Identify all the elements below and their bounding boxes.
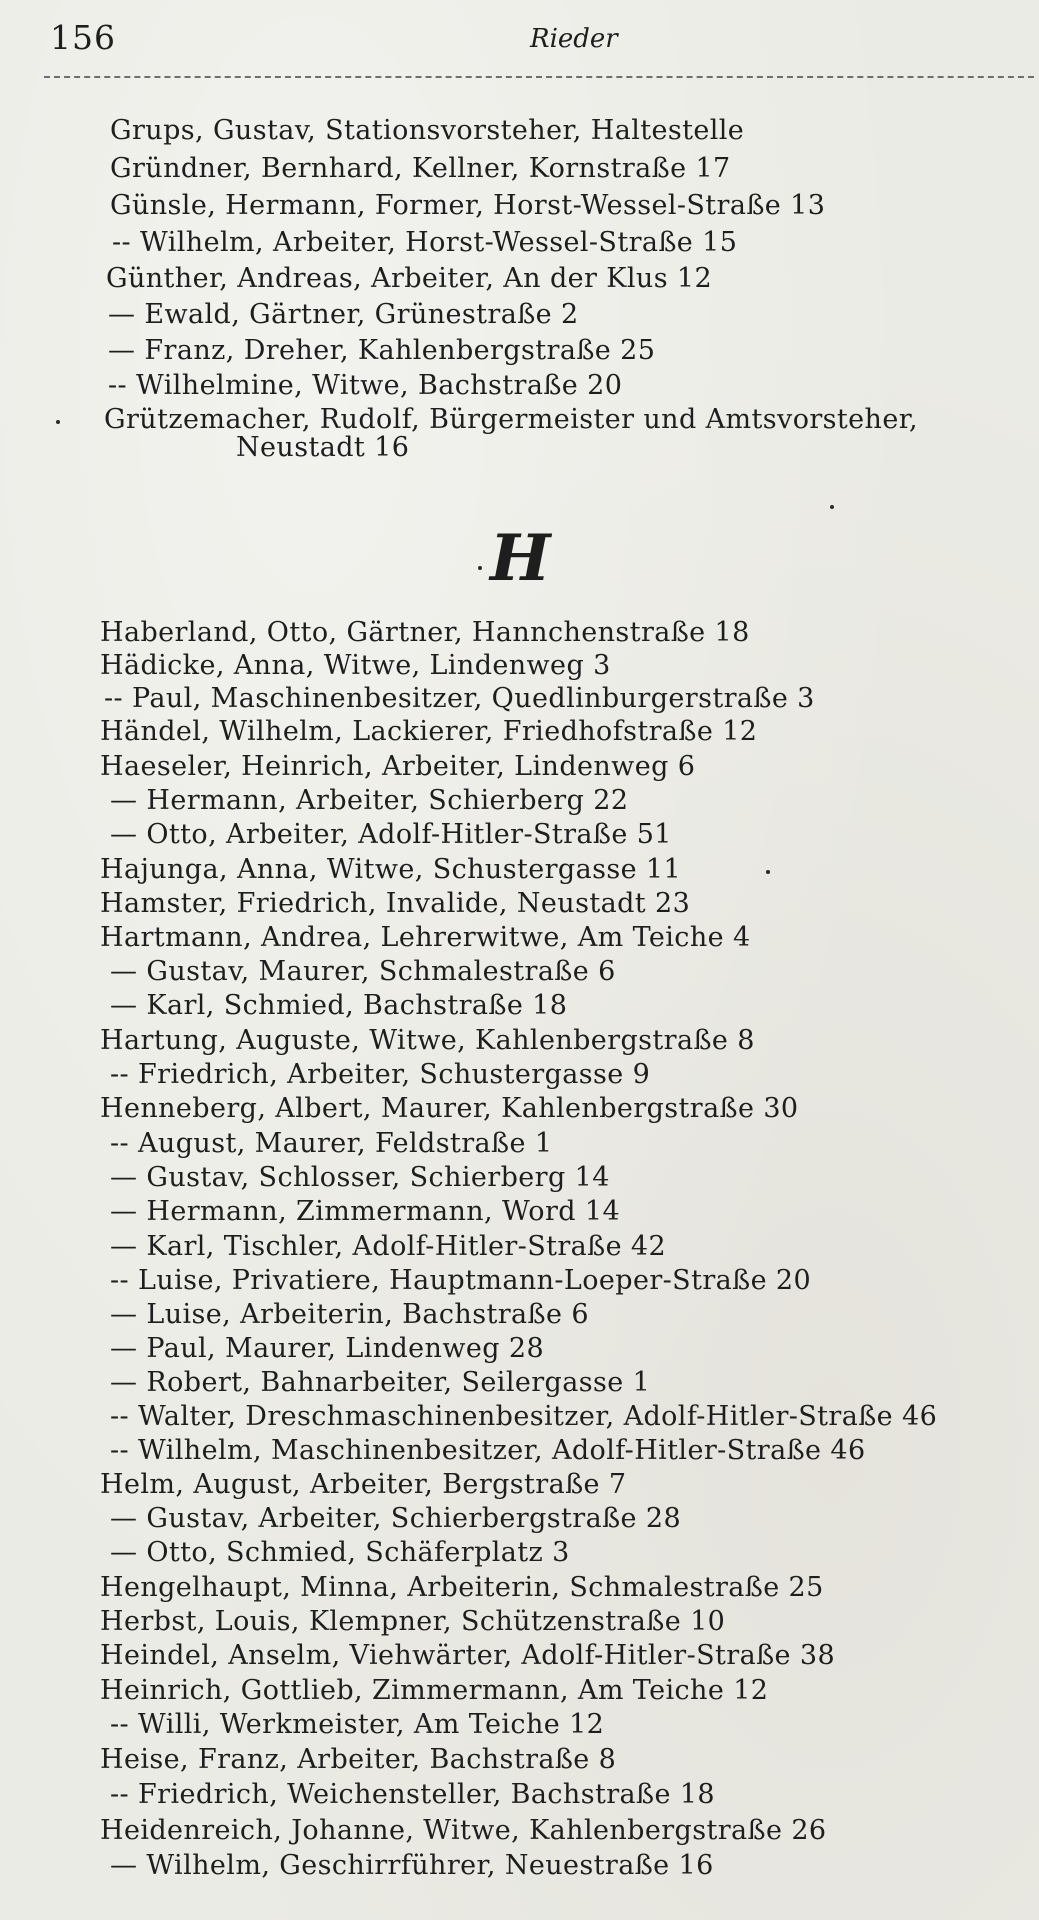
directory-entry: -- Wilhelmine, Witwe, Bachstraße 20 xyxy=(108,370,623,401)
directory-entry: -- Friedrich, Weichensteller, Bachstraße 18 xyxy=(110,1779,715,1810)
directory-entry: Henneberg, Albert, Maurer, Kahlenbergstraße 30 xyxy=(100,1093,799,1124)
directory-entry: — Otto, Arbeiter, Adolf-Hitler-Straße 51 xyxy=(110,819,672,850)
directory-entry: — Otto, Schmied, Schäferplatz 3 xyxy=(110,1537,570,1568)
directory-entry: — Ewald, Gärtner, Grünestraße 2 xyxy=(108,299,579,330)
directory-entry: Hädicke, Anna, Witwe, Lindenweg 3 xyxy=(100,650,611,681)
directory-entry: Hartung, Auguste, Witwe, Kahlenbergstraße 8 xyxy=(100,1025,755,1056)
directory-entry: Heindel, Anselm, Viehwärter, Adolf-Hitler-Straße 38 xyxy=(100,1640,836,1671)
directory-entry: Hamster, Friedrich, Invalide, Neustadt 23 xyxy=(100,888,691,919)
directory-entry: Günsle, Hermann, Former, Horst-Wessel-Straße 13 xyxy=(110,190,826,221)
directory-entry: -- Walter, Dreschmaschinenbesitzer, Adolf-Hitler-Straße 46 xyxy=(110,1401,938,1432)
directory-entry: Heidenreich, Johanne, Witwe, Kahlenbergstraße 26 xyxy=(100,1815,827,1846)
print-speck xyxy=(56,420,60,424)
running-head: Rieder xyxy=(530,24,618,54)
directory-entry-continuation: Neustadt 16 xyxy=(236,432,410,463)
directory-entry: -- Wilhelm, Arbeiter, Horst-Wessel-Straße 15 xyxy=(112,227,738,258)
directory-entry: — Wilhelm, Geschirrführer, Neuestraße 16 xyxy=(110,1850,714,1881)
directory-entry: -- Luise, Privatiere, Hauptmann-Loeper-Straße 20 xyxy=(110,1265,812,1296)
directory-entry: Grützemacher, Rudolf, Bürgermeister und Amtsvorsteher, xyxy=(104,404,919,435)
directory-entry: Heise, Franz, Arbeiter, Bachstraße 8 xyxy=(100,1744,617,1775)
directory-entry: -- Paul, Maschinenbesitzer, Quedlinburgerstraße 3 xyxy=(104,683,815,714)
section-letter: H xyxy=(490,521,551,596)
directory-entry: — Gustav, Schlosser, Schierberg 14 xyxy=(110,1162,610,1193)
directory-entry: — Robert, Bahnarbeiter, Seilergasse 1 xyxy=(110,1367,651,1398)
directory-entry: — Karl, Tischler, Adolf-Hitler-Straße 42 xyxy=(110,1231,667,1262)
directory-entry: — Hermann, Arbeiter, Schierberg 22 xyxy=(110,785,629,816)
directory-entry: Herbst, Louis, Klempner, Schützenstraße 10 xyxy=(100,1606,726,1637)
print-speck xyxy=(830,505,834,509)
directory-entry: -- Friedrich, Arbeiter, Schustergasse 9 xyxy=(110,1059,651,1090)
directory-entry: — Luise, Arbeiterin, Bachstraße 6 xyxy=(110,1299,589,1330)
directory-entry: -- August, Maurer, Feldstraße 1 xyxy=(110,1128,553,1159)
directory-entry: — Franz, Dreher, Kahlenbergstraße 25 xyxy=(108,335,656,366)
directory-entry: -- Wilhelm, Maschinenbesitzer, Adolf-Hitler-Straße 46 xyxy=(110,1435,866,1466)
directory-entry: Günther, Andreas, Arbeiter, An der Klus 12 xyxy=(106,263,713,294)
directory-entry: Haberland, Otto, Gärtner, Hannchenstraße 18 xyxy=(100,617,750,648)
print-speck xyxy=(478,566,482,570)
directory-entry: — Karl, Schmied, Bachstraße 18 xyxy=(110,990,568,1021)
directory-entry: — Hermann, Zimmermann, Word 14 xyxy=(110,1196,621,1227)
directory-entry: — Gustav, Arbeiter, Schierbergstraße 28 xyxy=(110,1503,682,1534)
directory-entry: Gründner, Bernhard, Kellner, Kornstraße 17 xyxy=(110,153,731,184)
directory-entry: Händel, Wilhelm, Lackierer, Friedhofstraße 12 xyxy=(100,716,758,747)
directory-entry: Hartmann, Andrea, Lehrerwitwe, Am Teiche 4 xyxy=(100,922,751,953)
directory-entry: — Gustav, Maurer, Schmalestraße 6 xyxy=(110,956,616,987)
directory-entry: Helm, August, Arbeiter, Bergstraße 7 xyxy=(100,1469,627,1500)
page-header xyxy=(44,14,1034,66)
directory-entry: Hengelhaupt, Minna, Arbeiterin, Schmalestraße 25 xyxy=(100,1572,824,1603)
directory-entry: — Paul, Maurer, Lindenweg 28 xyxy=(110,1333,545,1364)
directory-entry: Haeseler, Heinrich, Arbeiter, Lindenweg 6 xyxy=(100,751,696,782)
directory-entry: -- Willi, Werkmeister, Am Teiche 12 xyxy=(110,1709,605,1740)
directory-entry: Hajunga, Anna, Witwe, Schustergasse 11 xyxy=(100,854,682,885)
page-number: 156 xyxy=(50,18,116,57)
directory-entry: Heinrich, Gottlieb, Zimmermann, Am Teiche 12 xyxy=(100,1675,769,1706)
print-speck xyxy=(766,870,770,874)
header-divider xyxy=(44,76,1034,78)
directory-entry: Grups, Gustav, Stationsvorsteher, Haltestelle xyxy=(110,115,745,146)
